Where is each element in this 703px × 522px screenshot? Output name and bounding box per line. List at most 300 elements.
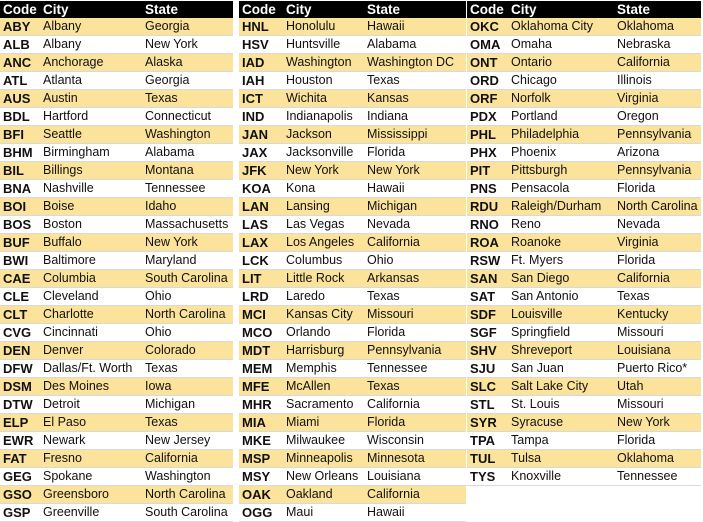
- airport-code: STL: [467, 396, 508, 414]
- state-name: California: [364, 234, 466, 252]
- airport-code: IND: [239, 108, 283, 126]
- table-row: [0, 252, 233, 270]
- state-name: Nebraska: [614, 36, 701, 54]
- airport-code: ABY: [0, 18, 40, 36]
- city-name: Spokane: [40, 468, 142, 486]
- state-name: California: [614, 270, 701, 288]
- state-name: New York: [364, 162, 466, 180]
- city-name: Columbia: [40, 270, 142, 288]
- airport-code: IAD: [239, 54, 283, 72]
- table-row: [239, 378, 466, 396]
- airport-code: CLT: [0, 306, 40, 324]
- table-row: [0, 18, 233, 36]
- table-row: [467, 396, 701, 414]
- airport-code: GSP: [0, 504, 40, 522]
- table-row: [0, 126, 233, 144]
- state-name: Ohio: [142, 288, 233, 306]
- state-name: Missouri: [614, 324, 701, 342]
- city-name: Honolulu: [283, 18, 364, 36]
- city-name: Jackson: [283, 126, 364, 144]
- airport-code: BWI: [0, 252, 40, 270]
- city-name: Huntsville: [283, 36, 364, 54]
- airport-code: BHM: [0, 144, 40, 162]
- table-row: [467, 144, 701, 162]
- table-row: [239, 180, 466, 198]
- table-row: [467, 432, 701, 450]
- state-name: Georgia: [142, 18, 233, 36]
- city-name: Seattle: [40, 126, 142, 144]
- table-row: [467, 270, 701, 288]
- table-row: [467, 360, 701, 378]
- airport-code: LCK: [239, 252, 283, 270]
- airport-code: LRD: [239, 288, 283, 306]
- city-name: Des Moines: [40, 378, 142, 396]
- city-name: Lansing: [283, 198, 364, 216]
- airport-code: MFE: [239, 378, 283, 396]
- airport-code: BNA: [0, 180, 40, 198]
- airport-code: ORD: [467, 72, 508, 90]
- city-name: Columbus: [283, 252, 364, 270]
- airport-code: BOS: [0, 216, 40, 234]
- table-row: [0, 342, 233, 360]
- airport-code: MSP: [239, 450, 283, 468]
- state-name: Texas: [614, 288, 701, 306]
- city-name: Indianapolis: [283, 108, 364, 126]
- city-name: Chicago: [508, 72, 614, 90]
- airport-code: PNS: [467, 180, 508, 198]
- city-name: Oklahoma City: [508, 18, 614, 36]
- table-row: [239, 504, 466, 522]
- table-row: [0, 180, 233, 198]
- city-name: St. Louis: [508, 396, 614, 414]
- airport-code: OMA: [467, 36, 508, 54]
- airport-code: DSM: [0, 378, 40, 396]
- state-name: Arkansas: [364, 270, 466, 288]
- state-name: Oklahoma: [614, 450, 701, 468]
- city-name: Hartford: [40, 108, 142, 126]
- state-name: Iowa: [142, 378, 233, 396]
- airport-code: LAS: [239, 216, 283, 234]
- state-name: Florida: [614, 432, 701, 450]
- state-name: Missouri: [614, 396, 701, 414]
- state-name: Texas: [142, 360, 233, 378]
- airport-code: ICT: [239, 90, 283, 108]
- table-row: [239, 414, 466, 432]
- state-name: Maryland: [142, 252, 233, 270]
- state-name: Michigan: [142, 396, 233, 414]
- table-row: [0, 378, 233, 396]
- airport-code: MHR: [239, 396, 283, 414]
- airport-code: SJU: [467, 360, 508, 378]
- table-row: [467, 198, 701, 216]
- table-row: [239, 432, 466, 450]
- state-name: Louisiana: [614, 342, 701, 360]
- state-name: North Carolina: [142, 306, 233, 324]
- airport-code: MEM: [239, 360, 283, 378]
- airport-code: LIT: [239, 270, 283, 288]
- city-name: Houston: [283, 72, 364, 90]
- state-name: Idaho: [142, 198, 233, 216]
- state-name: Virginia: [614, 90, 701, 108]
- city-name: Cleveland: [40, 288, 142, 306]
- airport-code: MCO: [239, 324, 283, 342]
- airport-code: SHV: [467, 342, 508, 360]
- airport-code: IAH: [239, 72, 283, 90]
- table-row: [0, 36, 233, 54]
- table-row: [0, 234, 233, 252]
- airport-code: GSO: [0, 486, 40, 504]
- city-name: Albany: [40, 18, 142, 36]
- header-row: [467, 1, 701, 18]
- table-row: [467, 306, 701, 324]
- state-name: Alabama: [364, 36, 466, 54]
- table-row: [0, 288, 233, 306]
- state-name: Florida: [614, 180, 701, 198]
- state-name: Illinois: [614, 72, 701, 90]
- airport-code: MDT: [239, 342, 283, 360]
- state-name: Texas: [142, 90, 233, 108]
- city-name: Cincinnati: [40, 324, 142, 342]
- airport-code: EWR: [0, 432, 40, 450]
- state-name: Louisiana: [364, 468, 466, 486]
- table-row: [0, 414, 233, 432]
- airport-code: DTW: [0, 396, 40, 414]
- table-row: [239, 72, 466, 90]
- city-name: Milwaukee: [283, 432, 364, 450]
- table-row: [467, 378, 701, 396]
- airport-code: GEG: [0, 468, 40, 486]
- table-row: [467, 18, 701, 36]
- city-name: Kona: [283, 180, 364, 198]
- table-row: [239, 486, 466, 504]
- table-row: [0, 162, 233, 180]
- state-name: Georgia: [142, 72, 233, 90]
- airport-code: HSV: [239, 36, 283, 54]
- city-name: Atlanta: [40, 72, 142, 90]
- table-row: [467, 468, 701, 486]
- airport-code: RDU: [467, 198, 508, 216]
- city-name: New Orleans: [283, 468, 364, 486]
- table-row: [0, 360, 233, 378]
- city-name: Omaha: [508, 36, 614, 54]
- state-name: Puerto Rico*: [614, 360, 701, 378]
- city-header: City: [508, 1, 614, 18]
- state-name: Tennessee: [142, 180, 233, 198]
- state-name: Oklahoma: [614, 18, 701, 36]
- airport-code: SAT: [467, 288, 508, 306]
- city-name: Kansas City: [283, 306, 364, 324]
- table-row: [467, 72, 701, 90]
- city-name: Greensboro: [40, 486, 142, 504]
- airport-code: TPA: [467, 432, 508, 450]
- city-name: Nashville: [40, 180, 142, 198]
- table-row: [0, 216, 233, 234]
- airport-code: LAN: [239, 198, 283, 216]
- table-row: [467, 162, 701, 180]
- city-name: San Juan: [508, 360, 614, 378]
- airport-code: PHL: [467, 126, 508, 144]
- city-name: Dallas/Ft. Worth: [40, 360, 142, 378]
- city-name: Tampa: [508, 432, 614, 450]
- table-row: [239, 90, 466, 108]
- airport-code: DEN: [0, 342, 40, 360]
- airport-code: SDF: [467, 306, 508, 324]
- airport-code: OAK: [239, 486, 283, 504]
- state-name: Ohio: [142, 324, 233, 342]
- table-row: [239, 468, 466, 486]
- table-row: [467, 234, 701, 252]
- state-name: Texas: [364, 378, 466, 396]
- city-name: Reno: [508, 216, 614, 234]
- airport-code: LAX: [239, 234, 283, 252]
- table-row: [0, 198, 233, 216]
- state-name: Missouri: [364, 306, 466, 324]
- table-row: [467, 414, 701, 432]
- state-name: Pennsylvania: [614, 126, 701, 144]
- city-name: Portland: [508, 108, 614, 126]
- city-name: Maui: [283, 504, 364, 522]
- state-name: Arizona: [614, 144, 701, 162]
- airport-code: MKE: [239, 432, 283, 450]
- airport-code: TUL: [467, 450, 508, 468]
- table-row: [467, 126, 701, 144]
- city-name: Sacramento: [283, 396, 364, 414]
- airport-code: SAN: [467, 270, 508, 288]
- city-name: Tulsa: [508, 450, 614, 468]
- table-row: [239, 108, 466, 126]
- table-row: [0, 396, 233, 414]
- code-header: Code: [239, 1, 283, 18]
- airport-code: CLE: [0, 288, 40, 306]
- city-name: Pittsburgh: [508, 162, 614, 180]
- state-name: California: [614, 54, 701, 72]
- table-row: [239, 450, 466, 468]
- city-name: Oakland: [283, 486, 364, 504]
- airport-code: ALB: [0, 36, 40, 54]
- city-name: Norfolk: [508, 90, 614, 108]
- table-row: [239, 234, 466, 252]
- table-row: [239, 396, 466, 414]
- airport-code: ROA: [467, 234, 508, 252]
- city-name: Baltimore: [40, 252, 142, 270]
- table-row: [239, 18, 466, 36]
- city-name: Fresno: [40, 450, 142, 468]
- table-row: [239, 144, 466, 162]
- state-header: State: [142, 1, 233, 18]
- airport-code: MCI: [239, 306, 283, 324]
- table-row: [0, 486, 233, 504]
- city-name: Las Vegas: [283, 216, 364, 234]
- table-row: [467, 54, 701, 72]
- state-name: New York: [142, 234, 233, 252]
- table-row: [467, 180, 701, 198]
- state-name: Pennsylvania: [364, 342, 466, 360]
- state-name: Alabama: [142, 144, 233, 162]
- table-row: [0, 54, 233, 72]
- city-name: Roanoke: [508, 234, 614, 252]
- table-row: [239, 360, 466, 378]
- airport-code: HNL: [239, 18, 283, 36]
- header-row: [239, 1, 466, 18]
- city-name: Charlotte: [40, 306, 142, 324]
- airport-code: JFK: [239, 162, 283, 180]
- state-name: Nevada: [364, 216, 466, 234]
- city-name: Wichita: [283, 90, 364, 108]
- table-row: [467, 216, 701, 234]
- table-row: [239, 342, 466, 360]
- state-name: New York: [614, 414, 701, 432]
- state-name: Hawaii: [364, 504, 466, 522]
- state-name: Texas: [364, 288, 466, 306]
- state-name: New Jersey: [142, 432, 233, 450]
- state-name: Michigan: [364, 198, 466, 216]
- table-row: [0, 144, 233, 162]
- city-name: Phoenix: [508, 144, 614, 162]
- state-name: Texas: [142, 414, 233, 432]
- city-name: Los Angeles: [283, 234, 364, 252]
- table-row: [467, 324, 701, 342]
- airport-code: KOA: [239, 180, 283, 198]
- city-name: Ft. Myers: [508, 252, 614, 270]
- airport-code: FAT: [0, 450, 40, 468]
- state-name: California: [364, 486, 466, 504]
- state-name: Utah: [614, 378, 701, 396]
- state-name: North Carolina: [142, 486, 233, 504]
- state-name: Kansas: [364, 90, 466, 108]
- airport-code: MSY: [239, 468, 283, 486]
- table-row: [0, 90, 233, 108]
- city-name: Raleigh/Durham: [508, 198, 614, 216]
- table-row: [0, 432, 233, 450]
- city-name: McAllen: [283, 378, 364, 396]
- airport-code: AUS: [0, 90, 40, 108]
- code-header: Code: [0, 1, 40, 18]
- airport-code: BOI: [0, 198, 40, 216]
- state-name: Florida: [364, 414, 466, 432]
- state-name: Kentucky: [614, 306, 701, 324]
- city-name: Miami: [283, 414, 364, 432]
- airport-code: ANC: [0, 54, 40, 72]
- table-row: [239, 162, 466, 180]
- city-name: Laredo: [283, 288, 364, 306]
- table-row: [467, 108, 701, 126]
- state-name: Oregon: [614, 108, 701, 126]
- city-name: Syracuse: [508, 414, 614, 432]
- city-name: New York: [283, 162, 364, 180]
- table-row: [0, 468, 233, 486]
- airport-code: CAE: [0, 270, 40, 288]
- table-row: [0, 450, 233, 468]
- state-name: California: [142, 450, 233, 468]
- airport-code: SLC: [467, 378, 508, 396]
- table-row: [0, 306, 233, 324]
- airport-code: ATL: [0, 72, 40, 90]
- table-row: [467, 252, 701, 270]
- state-name: Washington: [142, 126, 233, 144]
- airport-code: PHX: [467, 144, 508, 162]
- airport-code: JAX: [239, 144, 283, 162]
- table-row: [239, 288, 466, 306]
- state-name: California: [364, 396, 466, 414]
- city-name: Orlando: [283, 324, 364, 342]
- airport-code: OKC: [467, 18, 508, 36]
- state-name: Pennsylvania: [614, 162, 701, 180]
- state-name: Wisconsin: [364, 432, 466, 450]
- table-row: [239, 324, 466, 342]
- airport-code: CVG: [0, 324, 40, 342]
- table-row: [239, 126, 466, 144]
- state-name: Alaska: [142, 54, 233, 72]
- table-row: [467, 288, 701, 306]
- state-name: Florida: [364, 324, 466, 342]
- table-row: [0, 270, 233, 288]
- airport-code: RNO: [467, 216, 508, 234]
- state-name: Montana: [142, 162, 233, 180]
- city-name: Buffalo: [40, 234, 142, 252]
- state-name: Ohio: [364, 252, 466, 270]
- table-row: [0, 324, 233, 342]
- table-row: [467, 450, 701, 468]
- state-name: Tennessee: [614, 468, 701, 486]
- airport-code: BIL: [0, 162, 40, 180]
- city-name: Philadelphia: [508, 126, 614, 144]
- city-name: Greenville: [40, 504, 142, 522]
- table-row: [239, 36, 466, 54]
- city-name: Birmingham: [40, 144, 142, 162]
- city-name: Newark: [40, 432, 142, 450]
- city-name: Boston: [40, 216, 142, 234]
- state-name: Virginia: [614, 234, 701, 252]
- city-name: San Antonio: [508, 288, 614, 306]
- state-name: South Carolina: [142, 504, 233, 522]
- state-name: Florida: [614, 252, 701, 270]
- state-name: Connecticut: [142, 108, 233, 126]
- airport-code: BUF: [0, 234, 40, 252]
- table-row: [467, 342, 701, 360]
- city-name: Springfield: [508, 324, 614, 342]
- city-name: San Diego: [508, 270, 614, 288]
- city-name: El Paso: [40, 414, 142, 432]
- city-header: City: [283, 1, 364, 18]
- state-name: Hawaii: [364, 18, 466, 36]
- city-name: Billings: [40, 162, 142, 180]
- table-row: [0, 72, 233, 90]
- city-name: Shreveport: [508, 342, 614, 360]
- airport-code: SGF: [467, 324, 508, 342]
- state-name: New York: [142, 36, 233, 54]
- state-header: State: [364, 1, 466, 18]
- city-name: Detroit: [40, 396, 142, 414]
- airport-code: BFI: [0, 126, 40, 144]
- state-name: North Carolina: [614, 198, 701, 216]
- table-row: [0, 108, 233, 126]
- airport-code: RSW: [467, 252, 508, 270]
- city-header: City: [40, 1, 142, 18]
- header-row: [0, 1, 233, 18]
- city-name: Ontario: [508, 54, 614, 72]
- airport-code: DFW: [0, 360, 40, 378]
- state-name: Massachusetts: [142, 216, 233, 234]
- table-row: [239, 198, 466, 216]
- airport-code: JAN: [239, 126, 283, 144]
- state-name: Hawaii: [364, 180, 466, 198]
- state-name: Minnesota: [364, 450, 466, 468]
- city-name: Memphis: [283, 360, 364, 378]
- airport-code: PDX: [467, 108, 508, 126]
- table-row: [239, 306, 466, 324]
- airport-code: PIT: [467, 162, 508, 180]
- airport-code: ELP: [0, 414, 40, 432]
